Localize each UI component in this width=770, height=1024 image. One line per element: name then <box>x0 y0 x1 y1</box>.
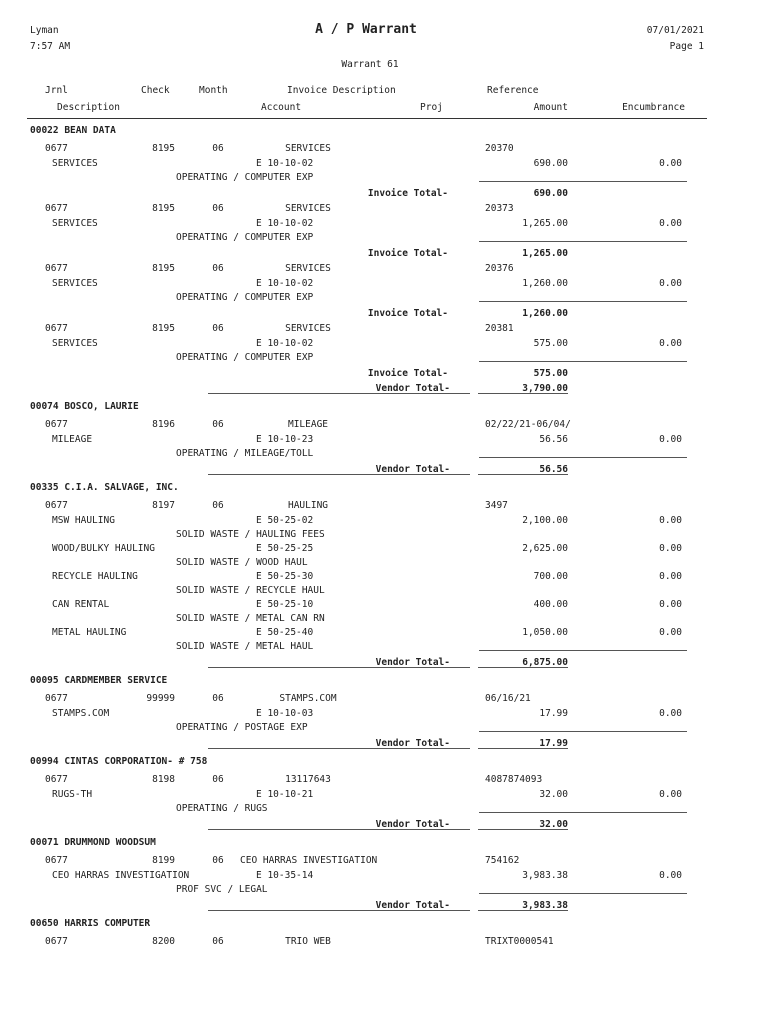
invoice-jrnl: 0677 <box>45 203 68 214</box>
col-invoice-description: Invoice Description <box>287 85 396 96</box>
vendor-total-amount-underline <box>478 393 568 394</box>
vendor-total-underline <box>208 748 470 749</box>
line-description: CAN RENTAL <box>52 599 110 610</box>
line-account-description: SOLID WASTE / METAL CAN RN <box>176 613 325 624</box>
line-amount: 32.00 <box>539 789 568 800</box>
col-proj: Proj <box>420 102 443 113</box>
line-account: E 50-25-02 <box>256 515 314 526</box>
invoice-description: SERVICES <box>285 323 331 334</box>
vendor-total-amount: 17.99 <box>539 738 568 749</box>
vendor-total-underline <box>208 393 470 394</box>
vendor-name: 00022 BEAN DATA <box>30 125 116 136</box>
invoice-jrnl: 0677 <box>45 419 68 430</box>
line-amount: 1,050.00 <box>522 627 568 638</box>
line-amount: 700.00 <box>533 571 568 582</box>
line-account: E 10-10-02 <box>256 278 314 289</box>
line-encumbrance: 0.00 <box>659 278 682 289</box>
report-date: 07/01/2021 <box>646 25 704 36</box>
vendor-name: 00335 C.I.A. SALVAGE, INC. <box>30 482 179 493</box>
invoice-jrnl: 0677 <box>45 693 68 704</box>
line-account-description: OPERATING / COMPUTER EXP <box>176 232 314 243</box>
line-amount: 3,983.38 <box>522 870 568 881</box>
vendor-name: 00074 BOSCO, LAURIE <box>30 401 139 412</box>
invoice-check: 8195 <box>152 203 175 214</box>
invoice-total-label: Invoice Total- <box>367 188 448 199</box>
line-description: SERVICES <box>52 158 98 169</box>
line-description: WOOD/BULKY HAULING <box>52 543 155 554</box>
line-account: E 10-10-23 <box>256 434 314 445</box>
line-description: SERVICES <box>52 278 98 289</box>
invoice-reference: 20370 <box>485 143 514 154</box>
line-encumbrance: 0.00 <box>659 708 682 719</box>
invoice-jrnl: 0677 <box>45 263 68 274</box>
line-account-description: OPERATING / RUGS <box>176 803 268 814</box>
vendor-total-label: Vendor Total- <box>375 900 450 911</box>
invoice-total-amount: 575.00 <box>533 368 568 379</box>
invoice-reference: 06/16/21 <box>485 693 531 704</box>
line-account-description: OPERATING / COMPUTER EXP <box>176 352 314 363</box>
invoice-month: 06 <box>212 500 224 511</box>
invoice-description: HAULING <box>287 500 329 511</box>
col-encumbrance: Encumbrance <box>622 102 685 113</box>
line-encumbrance: 0.00 <box>659 338 682 349</box>
line-description: SERVICES <box>52 218 98 229</box>
line-account-description: OPERATING / MILEAGE/TOLL <box>176 448 314 459</box>
invoice-total-label: Invoice Total- <box>367 308 448 319</box>
invoice-month: 06 <box>212 263 224 274</box>
line-account-description: OPERATING / COMPUTER EXP <box>176 172 314 183</box>
invoice-description: 13117643 <box>285 774 331 785</box>
invoice-month: 06 <box>212 774 224 785</box>
line-encumbrance: 0.00 <box>659 515 682 526</box>
invoice-reference: 02/22/21-06/04/ <box>485 419 571 430</box>
invoice-check: 8195 <box>152 143 175 154</box>
line-description: RECYCLE HAULING <box>52 571 138 582</box>
report-time: 7:57 AM <box>30 41 71 52</box>
line-description: STAMPS.COM <box>52 708 110 719</box>
vendor-amount-rule <box>479 650 687 651</box>
vendor-name: 00994 CINTAS CORPORATION- # 758 <box>30 756 208 767</box>
line-account: E 10-10-21 <box>256 789 314 800</box>
line-encumbrance: 0.00 <box>659 158 682 169</box>
vendor-total-label: Vendor Total- <box>375 657 450 668</box>
line-account: E 50-25-10 <box>256 599 314 610</box>
line-amount: 690.00 <box>533 158 568 169</box>
invoice-description: CEO HARRAS INVESTIGATION <box>240 855 378 866</box>
vendor-name: 00095 CARDMEMBER SERVICE <box>30 675 168 686</box>
line-account: E 10-10-03 <box>256 708 314 719</box>
line-account: E 10-35-14 <box>256 870 314 881</box>
line-description: MILEAGE <box>52 434 93 445</box>
col-jrnl: Jrnl <box>45 85 68 96</box>
line-amount: 1,265.00 <box>522 218 568 229</box>
invoice-reference: 20376 <box>485 263 514 274</box>
line-amount: 56.56 <box>539 434 568 445</box>
invoice-reference: 20381 <box>485 323 514 334</box>
col-check: Check <box>141 85 170 96</box>
invoice-month: 06 <box>212 855 224 866</box>
line-amount: 400.00 <box>533 599 568 610</box>
vendor-total-label: Vendor Total- <box>375 819 450 830</box>
invoice-check: 8195 <box>152 323 175 334</box>
line-account: E 50-25-25 <box>256 543 314 554</box>
line-amount: 2,100.00 <box>522 515 568 526</box>
vendor-total-amount: 6,875.00 <box>522 657 568 668</box>
vendor-total-amount-underline <box>478 829 568 830</box>
invoice-total-rule <box>479 301 687 302</box>
invoice-reference: 4087874093 <box>485 774 543 785</box>
line-encumbrance: 0.00 <box>659 218 682 229</box>
town-name: Lyman <box>30 25 59 36</box>
vendor-amount-rule <box>479 731 687 732</box>
invoice-total-label: Invoice Total- <box>367 368 448 379</box>
vendor-total-underline <box>208 474 470 475</box>
invoice-description: SERVICES <box>285 143 331 154</box>
invoice-description: TRIO WEB <box>285 936 331 947</box>
vendor-amount-rule <box>479 457 687 458</box>
col-amount: Amount <box>533 102 568 113</box>
line-amount: 1,260.00 <box>522 278 568 289</box>
invoice-month: 06 <box>212 693 224 704</box>
warrant-number: Warrant 61 <box>341 59 399 70</box>
line-amount: 2,625.00 <box>522 543 568 554</box>
invoice-month: 06 <box>212 936 224 947</box>
line-account: E 10-10-02 <box>256 338 314 349</box>
line-account: E 10-10-02 <box>256 218 314 229</box>
invoice-jrnl: 0677 <box>45 143 68 154</box>
vendor-name: 00071 DRUMMOND WOODSUM <box>30 837 156 848</box>
vendor-total-label: Vendor Total- <box>375 464 450 475</box>
invoice-jrnl: 0677 <box>45 323 68 334</box>
invoice-description: SERVICES <box>285 203 331 214</box>
col-description: Description <box>57 102 120 113</box>
vendor-name: 00650 HARRIS COMPUTER <box>30 918 151 929</box>
line-account-description: SOLID WASTE / RECYCLE HAUL <box>176 585 325 596</box>
invoice-month: 06 <box>212 323 224 334</box>
invoice-jrnl: 0677 <box>45 936 68 947</box>
line-encumbrance: 0.00 <box>659 543 682 554</box>
invoice-reference: 754162 <box>485 855 520 866</box>
vendor-total-label: Vendor Total- <box>375 383 450 394</box>
line-account-description: SOLID WASTE / METAL HAUL <box>176 641 314 652</box>
invoice-jrnl: 0677 <box>45 500 68 511</box>
line-description: CEO HARRAS INVESTIGATION <box>52 870 190 881</box>
vendor-total-amount: 3,983.38 <box>522 900 568 911</box>
line-encumbrance: 0.00 <box>659 870 682 881</box>
vendor-amount-rule <box>479 812 687 813</box>
line-account: E 10-10-02 <box>256 158 314 169</box>
line-amount: 575.00 <box>533 338 568 349</box>
col-month: Month <box>199 85 228 96</box>
invoice-month: 06 <box>212 419 224 430</box>
col-account: Account <box>261 102 302 113</box>
vendor-total-amount-underline <box>478 667 568 668</box>
vendor-total-underline <box>208 829 470 830</box>
invoice-total-amount: 690.00 <box>533 188 568 199</box>
line-encumbrance: 0.00 <box>659 434 682 445</box>
invoice-description: MILEAGE <box>287 419 329 430</box>
invoice-reference: 3497 <box>485 500 508 511</box>
invoice-total-rule <box>479 181 687 182</box>
invoice-total-label: Invoice Total- <box>367 248 448 259</box>
invoice-check: 8198 <box>152 774 175 785</box>
invoice-total-rule <box>479 361 687 362</box>
invoice-check: 8199 <box>152 855 175 866</box>
line-account: E 50-25-30 <box>256 571 314 582</box>
invoice-description: SERVICES <box>285 263 331 274</box>
line-encumbrance: 0.00 <box>659 571 682 582</box>
line-description: METAL HAULING <box>52 627 127 638</box>
invoice-check: 8196 <box>152 419 175 430</box>
vendor-total-amount: 56.56 <box>539 464 568 475</box>
vendor-total-amount: 32.00 <box>539 819 568 830</box>
invoice-check: 8195 <box>152 263 175 274</box>
invoice-description: STAMPS.COM <box>279 693 337 704</box>
line-description: RUGS-TH <box>52 789 93 800</box>
invoice-reference: TRIXT0000541 <box>485 936 554 947</box>
vendor-total-amount-underline <box>478 910 568 911</box>
vendor-total-amount-underline <box>478 474 568 475</box>
invoice-jrnl: 0677 <box>45 855 68 866</box>
line-description: MSW HAULING <box>52 515 115 526</box>
line-account-description: SOLID WASTE / WOOD HAUL <box>176 557 308 568</box>
line-description: SERVICES <box>52 338 98 349</box>
invoice-month: 06 <box>212 143 224 154</box>
line-account: E 50-25-40 <box>256 627 314 638</box>
invoice-total-amount: 1,265.00 <box>522 248 568 259</box>
line-encumbrance: 0.00 <box>659 789 682 800</box>
vendor-total-amount: 3,790.00 <box>522 383 568 394</box>
header-divider <box>27 118 707 119</box>
invoice-check: 8200 <box>152 936 175 947</box>
invoice-reference: 20373 <box>485 203 514 214</box>
invoice-month: 06 <box>212 203 224 214</box>
invoice-check: 8197 <box>152 500 175 511</box>
line-account-description: OPERATING / POSTAGE EXP <box>176 722 308 733</box>
page-number: Page 1 <box>669 41 704 52</box>
vendor-amount-rule <box>479 893 687 894</box>
line-account-description: PROF SVC / LEGAL <box>176 884 268 895</box>
invoice-check: 99999 <box>146 693 175 704</box>
line-account-description: SOLID WASTE / HAULING FEES <box>176 529 325 540</box>
line-account-description: OPERATING / COMPUTER EXP <box>176 292 314 303</box>
line-amount: 17.99 <box>539 708 568 719</box>
vendor-total-label: Vendor Total- <box>375 738 450 749</box>
report-title: A / P Warrant <box>315 22 417 37</box>
vendor-total-amount-underline <box>478 748 568 749</box>
line-encumbrance: 0.00 <box>659 627 682 638</box>
invoice-total-amount: 1,260.00 <box>522 308 568 319</box>
line-encumbrance: 0.00 <box>659 599 682 610</box>
invoice-jrnl: 0677 <box>45 774 68 785</box>
invoice-total-rule <box>479 241 687 242</box>
col-reference: Reference <box>487 85 539 96</box>
vendor-total-underline <box>208 910 470 911</box>
vendor-total-underline <box>208 667 470 668</box>
